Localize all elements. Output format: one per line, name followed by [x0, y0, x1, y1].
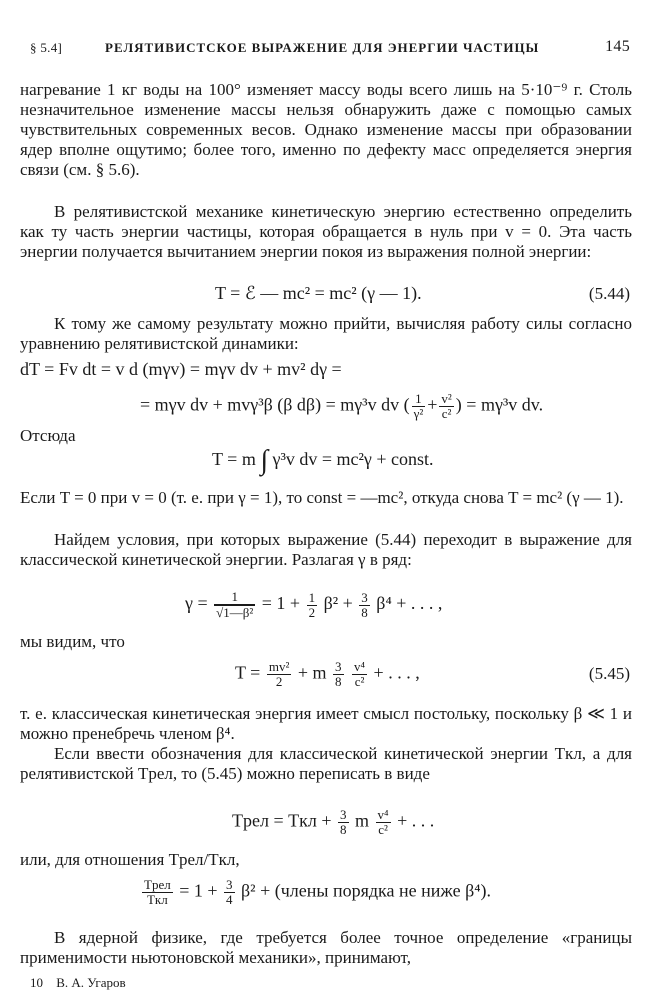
chapter-title: РЕЛЯТИВИСТСКОЕ ВЫРАЖЕНИЕ ДЛЯ ЭНЕРГИИ ЧАСТИЦЫ — [105, 40, 540, 55]
equation-integral — [212, 444, 434, 476]
equation-work-line-1: dT = Fv dt = v d (mγv) = mγv dv + mv² dγ = — [20, 359, 342, 379]
equation-5-45: T = $\frac{\text{mv²}}{2}$ + m $\frac{3}{8}$ $\frac{\text{v⁴}}{\text{c²}}$ + . . . , — [235, 659, 420, 689]
paragraph-8: т. е. классическая кинетическая энергия имеет смысл постольку, поскольку β ≪ 1 и можно пренебречь членом β⁴. — [20, 704, 632, 743]
eq3-left: T = m — [212, 449, 256, 469]
signature-mark: 10 — [30, 975, 43, 990]
page-number: 145 — [605, 38, 630, 55]
equation-number-5-45: (5.45) — [588, 664, 630, 683]
equation-work-line-2: = mγv dv + mvγ³β (β dβ) = mγ³v dv ( $\frac{1}{\text{γ²}}$ + $\frac{\text{v²}}{\text{c²}}$ ) = mγ³v dv. — [140, 391, 544, 421]
paragraph-1: нагревание 1 кг воды на 100° изменяет массу воды всего лишь на 5·10⁻⁹ г. Столь незначительное изменение массы нельзя обнаружить даже с помощью самых чувствительных современных весов. Однако изменение массы при образовании ядер вполне ощутимо; более того, именно по дефекту масс определяется энергия связи (см. § 5.6). — [20, 80, 632, 179]
fraction-v2-c2: $\frac{\text{v²}}{\text{c²}}$ — [441, 391, 452, 421]
author-name: В. А. Угаров — [56, 975, 126, 990]
paragraph-5: Если T = 0 при v = 0 (т. е. при γ = 1), то const = —mc², откуда снова T = mc² (γ — 1). — [20, 488, 624, 507]
fraction-3-8: $\frac{3}{8}$ — [361, 589, 368, 620]
paragraph-3: К тому же самому результату можно прийти, вычисляя работу силы согласно уравнению релятивистской динамики: — [20, 314, 632, 353]
fraction-v4-c2-b: $\frac{\text{v⁴}}{\text{c²}}$ — [377, 807, 389, 837]
fraction-3-8-c: $\frac{3}{8}$ — [340, 807, 347, 837]
paragraph-11: В ядерной физике, где требуется более точное определение «границы применимости ньютоновской механики», принимают, — [20, 928, 632, 967]
fraction-v4-c2: $\frac{\text{v⁴}}{\text{c²}}$ — [354, 659, 366, 689]
fraction-1-gamma2: $\frac{1}{\text{γ²}}$ — [413, 391, 424, 421]
equation-number-5-44: (5.44) — [588, 284, 630, 303]
integral-sign: ∫ — [260, 444, 268, 476]
paragraph-9: Если ввести обозначения для классической кинетической энергии Tкл, а для релятивистской Tрел, то (5.45) можно переписать в виде — [20, 744, 632, 783]
section-ref: § 5.4] — [30, 40, 63, 55]
equation-trel: Tрел = Tкл + $\frac{3}{8}$ m $\frac{\text{v⁴}}{\text{c²}}$ + . . . — [232, 807, 435, 837]
equation-gamma-series: γ = $\frac{1}{\text{√1—β²}}$ = 1 + $\frac{1}{2}$ β² + $\frac{3}{8}$ β⁴ + . . . , — [185, 589, 443, 620]
paragraph-2: В релятивистской механике кинетическую энергию естественно определить как ту часть энергии частицы, которая обращается в нуль при v = 0. Эта часть энергии получается вычитанием энергии покоя из выражения полной энергии: — [20, 202, 632, 261]
page-footer — [30, 975, 126, 991]
paragraph-10: или, для отношения Tрел/Tкл, — [20, 850, 240, 869]
fraction-trel-tkl: $\frac{\text{Tрел}}{\text{Tкл}}$ — [144, 877, 171, 907]
paragraph-7: мы видим, что — [20, 632, 125, 651]
fraction-1-sqrt: $\frac{1}{\text{√1—β²}}$ — [216, 589, 254, 620]
paragraph-4: Отсюда — [20, 426, 76, 445]
paragraph-6: Найдем условия, при которых выражение (5.44) переходит в выражение для классической кинетической энергии. Разлагая γ в ряд: — [20, 530, 632, 569]
running-header — [30, 40, 630, 60]
equation-ratio: $\frac{\text{Tрел}}{\text{Tкл}}$ = 1 + $\frac{3}{4}$ β² + (члены порядка не ниже β⁴). — [144, 877, 492, 907]
fraction-3-8-b: $\frac{3}{8}$ — [335, 659, 342, 689]
eq2-right: = mγ³v dv. — [466, 394, 544, 415]
equation-5-44: T = ℰ — mc² = mc² (γ — 1). — [215, 283, 422, 303]
eq2-left: = mγv dv + mvγ³β (β dβ) = mγ³v dv — [140, 394, 400, 415]
fraction-1-2: $\frac{1}{2}$ — [308, 589, 316, 620]
fraction-mv2-2: $\frac{\text{mv²}}{2}$ — [268, 659, 290, 689]
fraction-3-4: $\frac{3}{4}$ — [226, 877, 233, 907]
eq3-right: γ³v dv = mc²γ + const. — [272, 449, 434, 469]
